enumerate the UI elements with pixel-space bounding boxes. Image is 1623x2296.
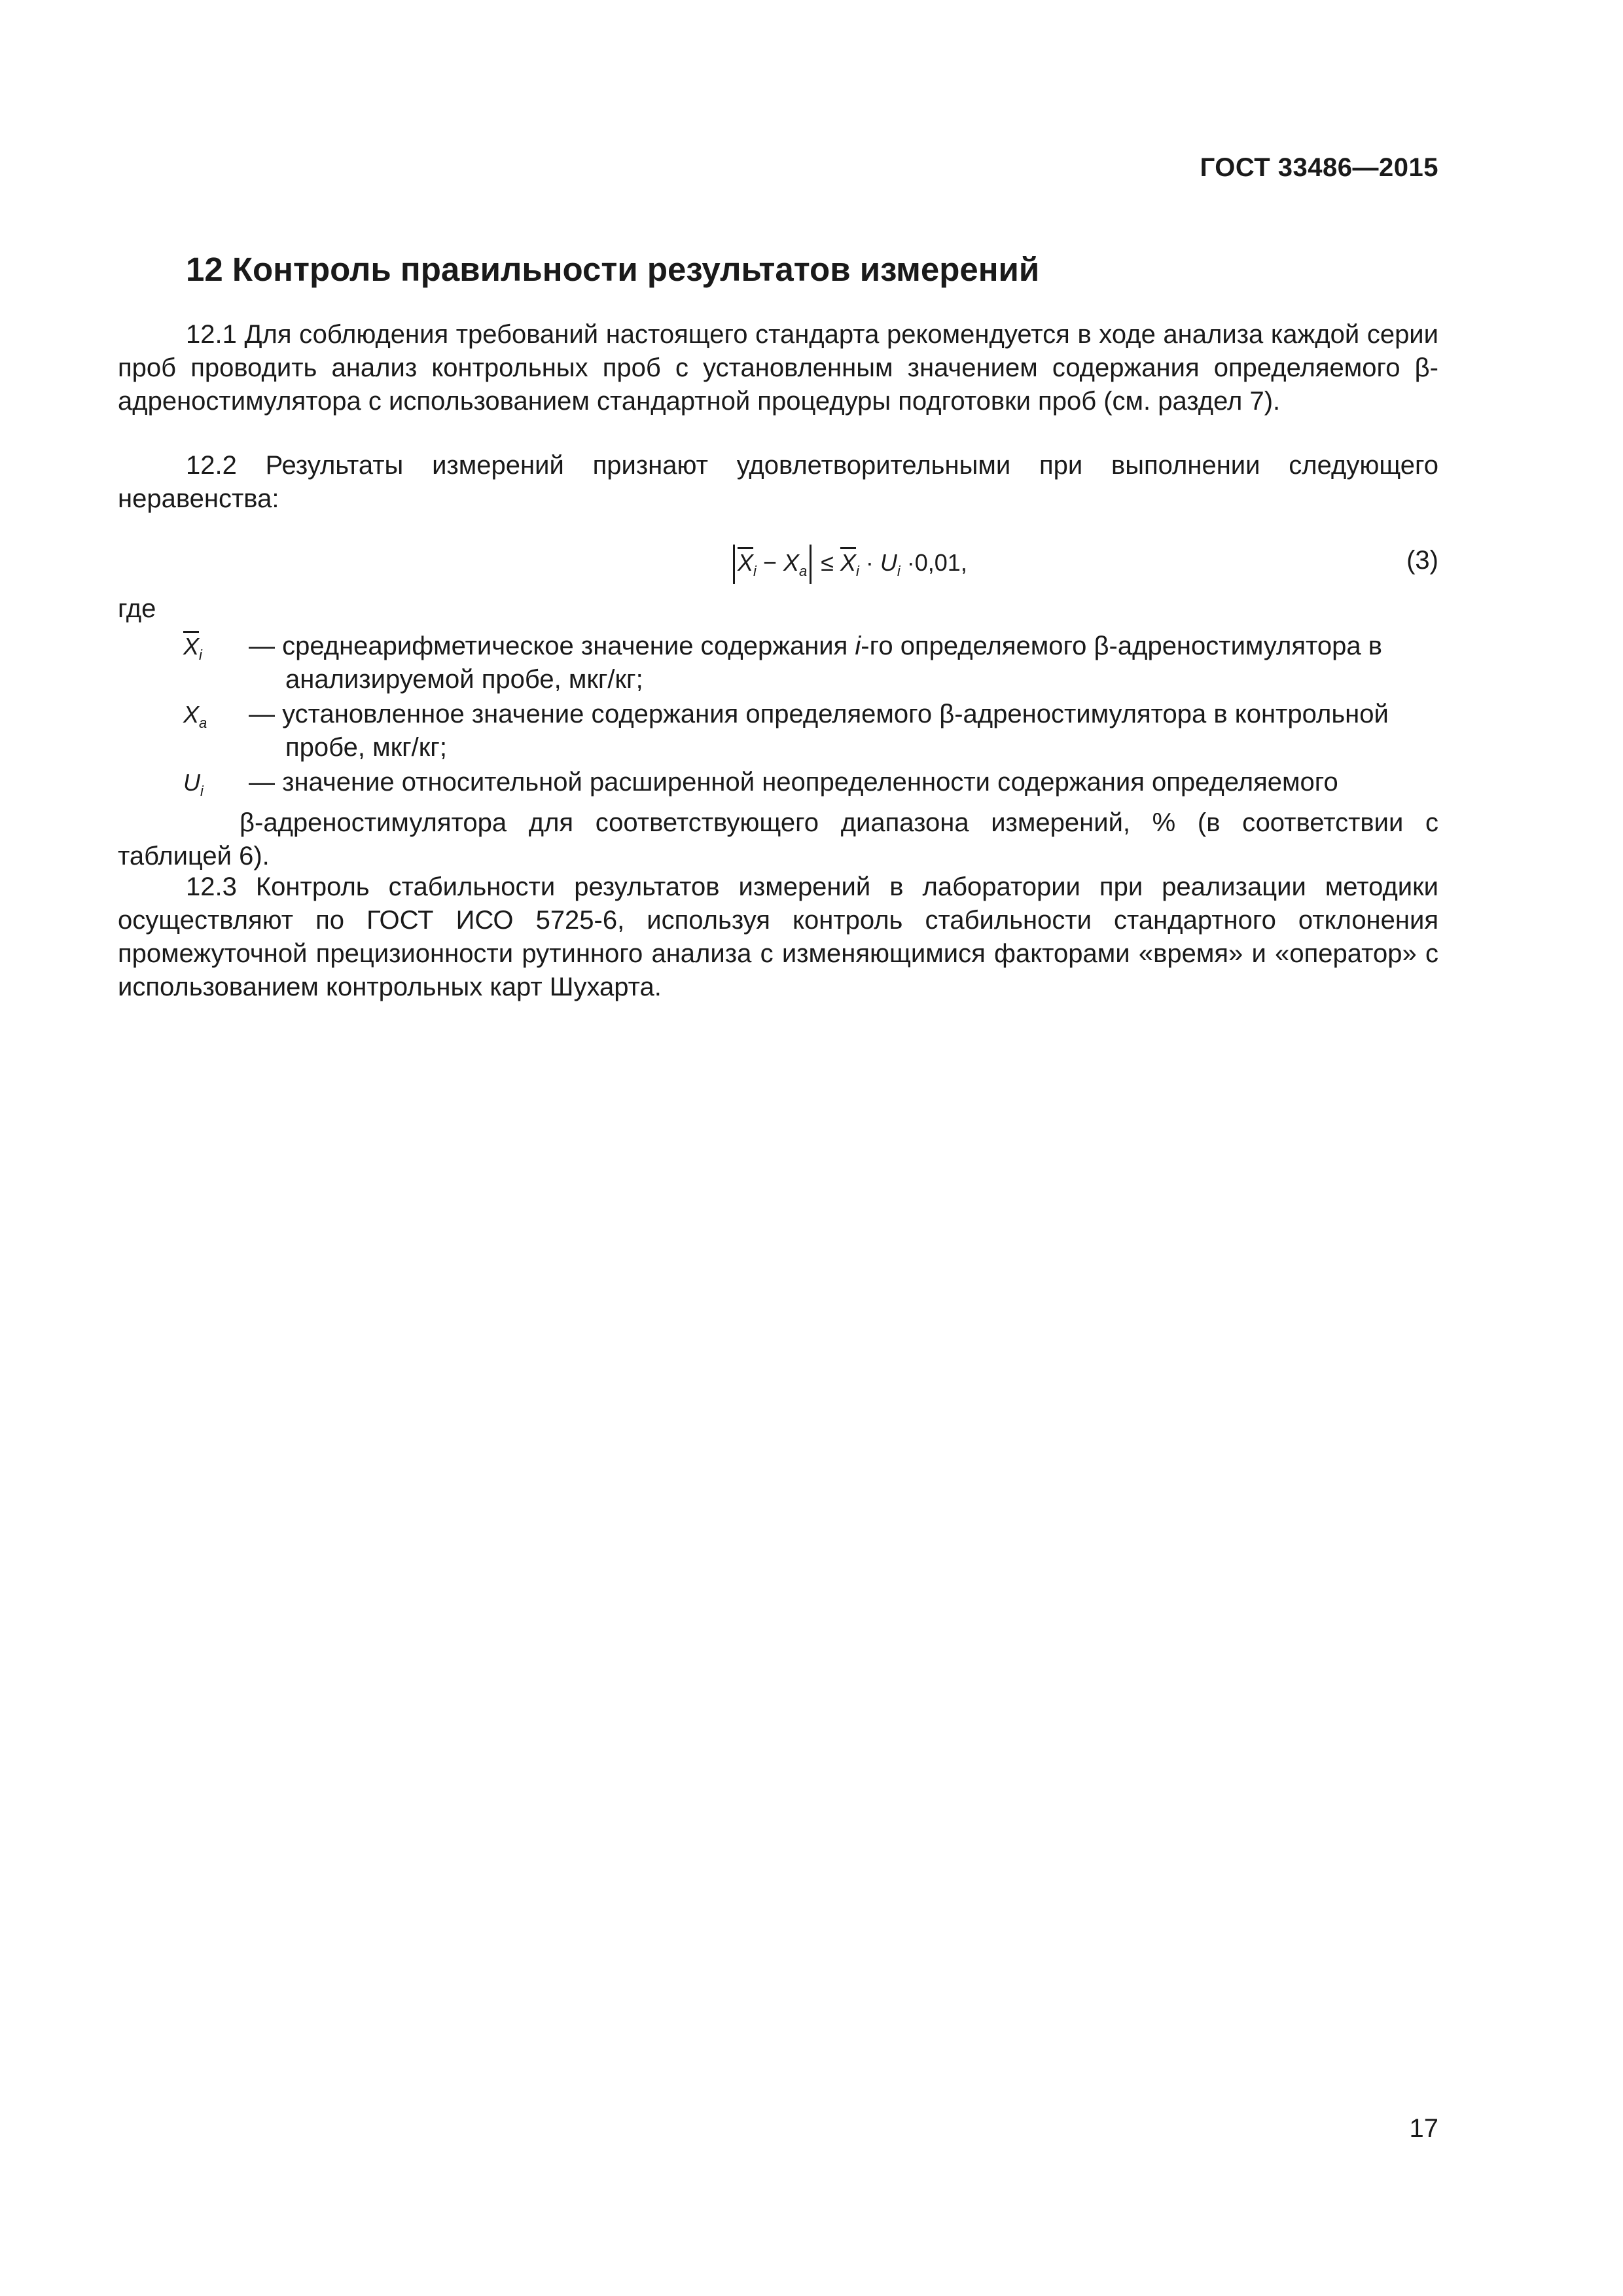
definition-continuation: β-адреностимулятора для соответствующего диапазона измерений, % (в соответствии с таблицей 6). <box>118 808 1438 870</box>
section-heading: 12 Контроль правильности результатов измерений <box>186 251 1040 288</box>
abs-bar-left <box>733 545 735 584</box>
definition-symbol <box>183 698 207 740</box>
formula-dot-2: · <box>900 549 915 576</box>
paragraph-12-2 <box>118 449 1438 516</box>
definition-text: — среднеарифметическое значение содержания <box>249 632 855 660</box>
definition-continuation: пробе, мкг/кг; <box>285 733 447 762</box>
definition-symbol <box>183 766 204 808</box>
abs-bar-right <box>810 545 812 584</box>
formula-sub-a: a <box>798 563 808 579</box>
formula-leq: ≤ <box>814 549 840 576</box>
definition-italic-i: i <box>855 632 861 660</box>
symbol-x: X <box>183 701 200 728</box>
definition-body <box>249 766 1433 799</box>
formula-dot-1: · <box>859 549 880 576</box>
definition-body <box>249 698 1433 764</box>
formula-row <box>118 543 1438 589</box>
symbol-sub: a <box>199 715 207 731</box>
definition-text: — значение относительной расширенной неопределенности содержания определяемого <box>249 768 1338 797</box>
definition-u <box>118 766 1438 805</box>
definition-body <box>249 630 1433 696</box>
where-label: где <box>118 594 156 623</box>
paragraph-12-3-text: 12.3 Контроль стабильности результатов измерений в лаборатории при реализации методики осуществляют по ГОСТ ИСО 5725-6, используя контроль стабильности стандартного отклонения промежуточной прецизионности рутинного анализа с изменяющимися факторами «время» и «оператор» с использованием контрольных карт Шухарта. <box>118 872 1438 1001</box>
formula-constant: 0,01, <box>914 549 967 576</box>
paragraph-12-2-text: 12.2 Результаты измерений признают удовлетворительными при выполнении следующего неравенства: <box>118 451 1438 513</box>
formula-sub-i-2: i <box>855 563 859 579</box>
page-number: 17 <box>1409 2114 1438 2143</box>
formula-minus: − <box>756 549 783 576</box>
formula-number: (3) <box>1406 546 1438 575</box>
symbol-x: $\overline{X}$ <box>183 633 200 660</box>
inequality-formula <box>730 543 967 591</box>
paragraph-12-1 <box>118 318 1438 418</box>
formula-x-mean-2: $\overline{X}$ <box>840 549 856 576</box>
definition-u-continuation <box>118 806 1438 873</box>
formula-u: U <box>880 549 897 576</box>
formula-sub-i: i <box>753 563 757 579</box>
definition-x-a <box>118 698 1438 770</box>
definition-continuation: анализируемой пробе, мкг/кг; <box>285 665 643 694</box>
formula-sub-i-3: i <box>897 563 901 579</box>
definition-x-mean <box>118 630 1438 702</box>
standard-code-header: ГОСТ 33486—2015 <box>1200 153 1438 182</box>
symbol-u: U <box>183 769 200 796</box>
definition-text-after: -го определяемого β-адреностимулятора в <box>861 632 1382 660</box>
paragraph-12-3 <box>118 870 1438 1004</box>
symbol-sub: i <box>199 647 202 663</box>
definition-symbol <box>183 630 202 672</box>
paragraph-12-1-text: 12.1 Для соблюдения требований настоящего стандарта рекомендуется в ходе анализа каждой серии проб проводить анализ контрольных проб с установленным значением содержания определяемого β-адреностимулятора с использованием стандартной процедуры подготовки проб (см. раздел 7). <box>118 320 1438 416</box>
definition-text: — установленное значение содержания определяемого β-адреностимулятора в контрольной <box>249 700 1389 728</box>
formula-x-mean: $\overline{X}$ <box>738 549 754 576</box>
formula-x-a: X <box>783 549 799 576</box>
symbol-sub: i <box>200 783 204 799</box>
